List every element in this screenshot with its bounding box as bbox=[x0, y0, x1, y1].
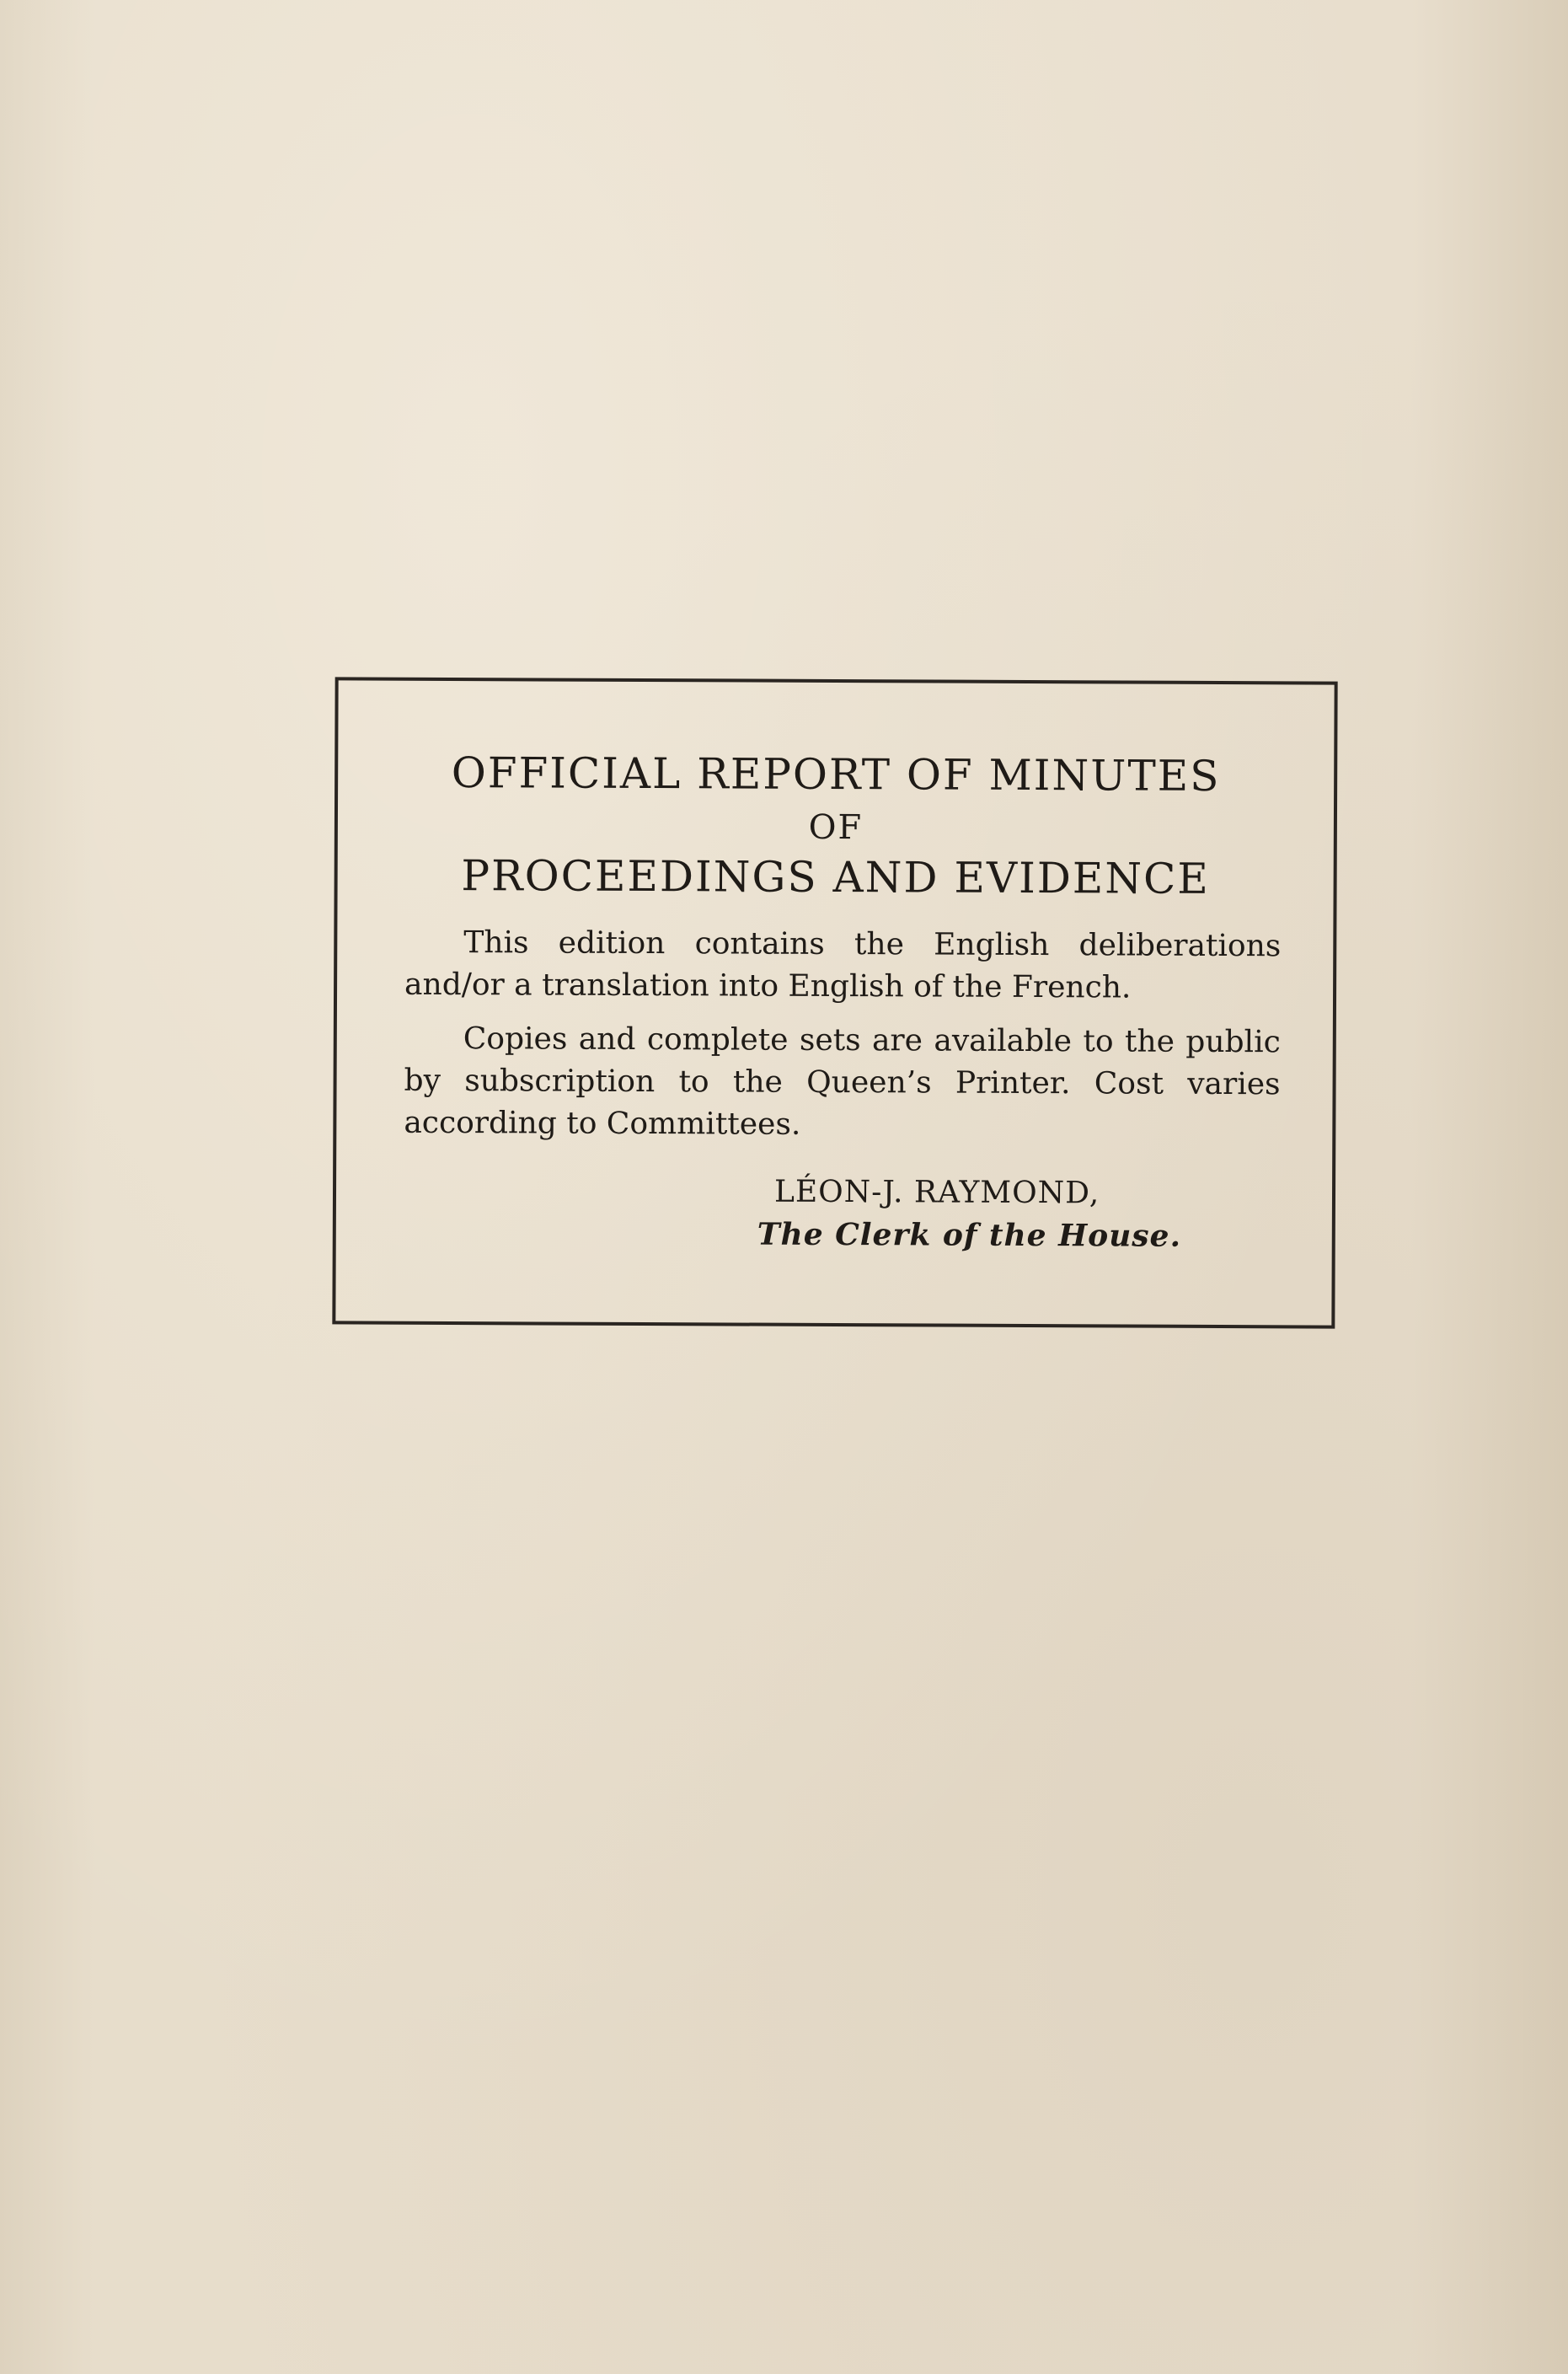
signatory-title: The Clerk of the House. bbox=[757, 1216, 1182, 1254]
notice-title-line-3: PROCEEDINGS AND EVIDENCE bbox=[461, 851, 1211, 903]
signature-block bbox=[757, 1171, 1263, 1258]
notice-paragraph-subscription: Copies and complete sets are available to the public by subscription to the Queen’s Printer. Cost varies according to Committees. bbox=[404, 1021, 1281, 1142]
notice-paragraph-edition: This edition contains the English deliberations and/or a translation into English of the French. bbox=[404, 925, 1282, 1005]
official-report-notice-box bbox=[332, 677, 1337, 1328]
notice-title-line-1: OFFICIAL REPORT OF MINUTES bbox=[451, 748, 1221, 801]
signatory-name: LÉON-J. RAYMOND, bbox=[773, 1174, 1100, 1211]
notice-title-line-2: OF bbox=[808, 807, 864, 848]
